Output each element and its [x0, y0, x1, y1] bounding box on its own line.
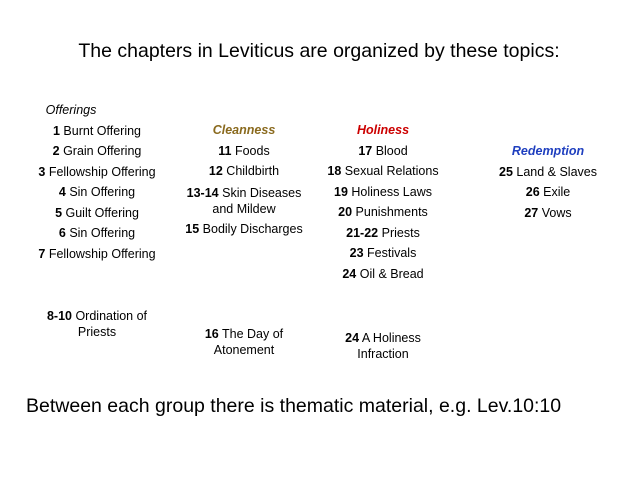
holiness-item: 21-22 Priests — [346, 225, 420, 240]
offerings-interlude: 8-10 Ordination of Priests — [46, 309, 148, 339]
offerings-item: 3 Fellowship Offering — [38, 164, 156, 179]
holiness-item: 17 Blood — [358, 143, 408, 158]
slide-title: The chapters in Leviticus are organized by these topics: — [78, 40, 560, 62]
offerings-heading: Offerings — [45, 103, 97, 117]
cleanness-item: 13-14 Skin Diseases and Mildew — [186, 185, 302, 216]
offerings-item: 6 Sin Offering — [58, 226, 136, 240]
redemption-item: 25 Land & Slaves — [499, 164, 597, 179]
redemption-heading: Redemption — [511, 144, 585, 158]
redemption-item: 27 Vows — [524, 205, 572, 220]
offerings-item: 1 Burnt Offering — [52, 123, 141, 138]
holiness-item: 20 Punishments — [338, 205, 428, 219]
holiness-item: 23 Festivals — [349, 246, 417, 260]
holiness-column — [308, 120, 458, 284]
cleanness-column — [166, 120, 322, 239]
redemption-column — [468, 141, 628, 223]
offerings-item: 2 Grain Offering — [52, 144, 142, 158]
cleanness-interlude: 16 The Day of Atonement — [204, 327, 284, 357]
offerings-item: 5 Guilt Offering — [55, 205, 139, 220]
holiness-item: 19 Holiness Laws — [334, 184, 432, 199]
cleanness-heading: Cleanness — [212, 123, 276, 137]
cleanness-item: 15 Bodily Discharges — [185, 221, 303, 236]
holiness-heading: Holiness — [356, 123, 410, 137]
cleanness-item: 12 Childbirth — [208, 164, 280, 178]
offerings-column — [0, 100, 194, 264]
offerings-item: 7 Fellowship Offering — [38, 246, 156, 261]
holiness-item: 18 Sexual Relations — [327, 164, 439, 178]
holiness-interlude: 24 A Holiness Infraction — [345, 331, 421, 361]
redemption-item: 26 Exile — [525, 185, 571, 199]
cleanness-item: 11 Foods — [218, 143, 270, 158]
offerings-item: 4 Sin Offering — [58, 185, 136, 199]
footer-note: Between each group there is thematic material, e.g. Lev.10:10 — [26, 395, 562, 417]
holiness-item: 24 Oil & Bread — [342, 266, 424, 281]
